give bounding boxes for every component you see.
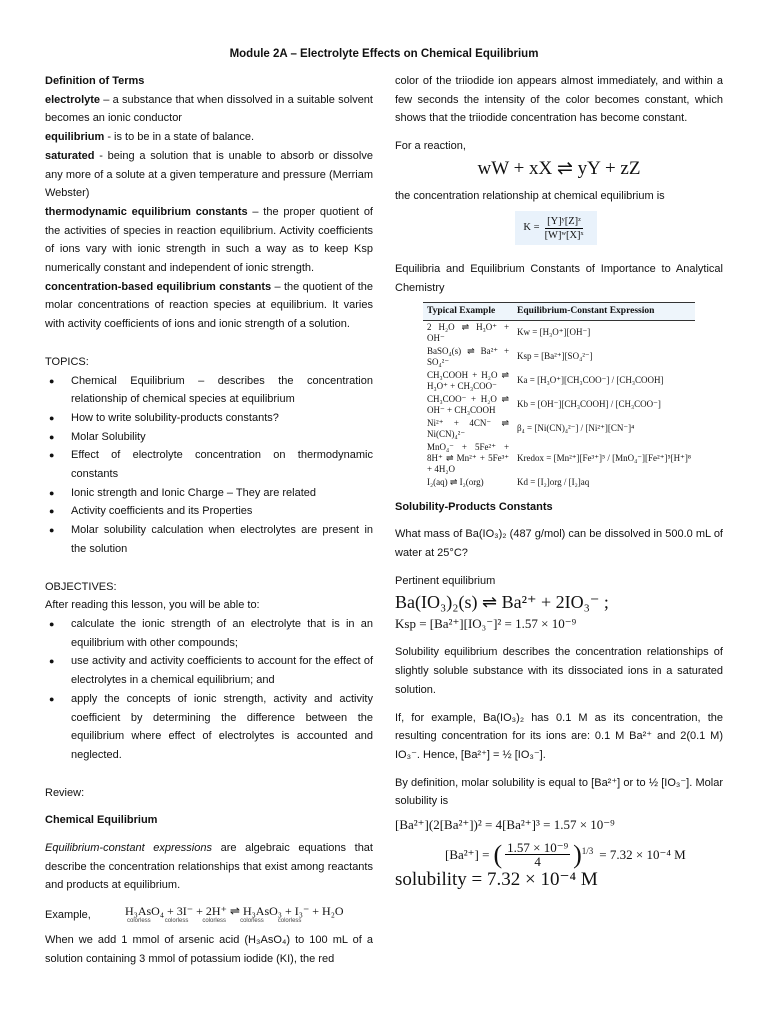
continuation-paragraph: color of the triiodide ion appears almost immediately, and within a few seconds the intensity of the color becomes constant, which shows that the triiodide concentration has become constant. (395, 75, 723, 125)
ksp-heading: Solubility-Products Constants (395, 500, 553, 513)
left-column (45, 72, 373, 969)
table-header: Typical Example (423, 302, 513, 320)
ksp-equation: Ksp = [Ba²⁺][IO₃⁻]² = 1.57 × 10⁻⁹ (395, 616, 577, 632)
example-equation: H₃AsO₄ + 3I⁻ + 2H⁺ ⇌ H₃AsO₃ + I₃⁻ + H₂O colorless colorless colorless colorless colorless (125, 904, 344, 925)
question: What mass of Ba(IO₃)₂ (487 g/mol) can be dissolved in 500.0 mL of water at 25°C? (395, 528, 723, 560)
objectives-list (45, 615, 373, 765)
calc-2: [Ba²⁺] = ( $\frac{\text{1.57 × 10⁻⁹}}{4}$ ) $^{1/3}$ = 7.32 × 10⁻⁴ M (445, 839, 686, 870)
def-saturated: saturated - being a solution that is unable to absorb or dissolve any more of a solute at a given temperature and pressure (Merriam Webster) (45, 149, 373, 200)
def-electrolyte: electrolyte – a substance that when dissolved in a suitable solvent becomes an ionic conductor (45, 93, 373, 125)
general-equation: wW + xX ⇌ yY + zZ (477, 157, 641, 179)
topics-list (45, 372, 373, 559)
definitions-heading: Definition of Terms (45, 75, 145, 87)
example-row (45, 905, 373, 925)
calc-1: [Ba²⁺](2[Ba²⁺])² = 4[Ba²⁺]³ = 1.57 × 10⁻⁹ (395, 817, 615, 833)
def-concentration-based: concentration-based equilibrium constants – the quotient of the molar concentrations of reaction species at equilibrium. It varies with activity coefficients of ions and ionic strength of a solution. (45, 280, 373, 331)
list-item: ● calculate the ionic strength of an electrolyte that is in an equilibrium with other compounds; (45, 615, 373, 652)
table-row: 2 H₂O ⇌ H₃O⁺ + OH⁻ Kw = [H₃O⁺][OH⁻] (427, 321, 591, 343)
eq-expr-paragraph: Equilibrium-constant expressions are algebraic equations that describe the concentration relationships that exist among reactants and products at equilibrium. (45, 842, 373, 892)
arsenic-paragraph: When we add 1 mmol of arsenic acid (H₃AsO₄) to 100 mL of a solution containing 3 mmol of potassium iodide (KI), the red (45, 934, 373, 965)
def-thermodynamic: thermodynamic equilibrium constants – the proper quotient of the activities of species in reaction equilibrium. Activity coefficients of ions vary with ionic strength in such a way as to keep Ksp numerically constant and independent of ionic strength. (45, 205, 373, 275)
k-expression: K = $\frac{\text{[Y]ʸ[Z]ᶻ}}{\text{[W]ʷ[X]ˣ}}$ (515, 211, 597, 245)
equilibria-table (423, 302, 695, 489)
list-item: ● apply the concepts of ionic strength, activity and activity coefficient by determining the difference between the equilibrium where effect of electrolytes is accounted and neglected. (45, 690, 373, 765)
list-item: ● Ionic strength and Ionic Charge – They are related (45, 484, 373, 503)
table-header: Equilibrium-Constant Expression (513, 302, 695, 320)
table-row: I₂(aq) ⇌ I₂(org) Kd = [I₂]org / [I₂]aq (427, 476, 590, 487)
page-title: Module 2A – Electrolyte Effects on Chemical Equilibrium (229, 48, 539, 60)
review-label: Review: (45, 786, 85, 799)
table-heading: Equilibria and Equilibrium Constants of Importance to Analytical Chemistry (395, 263, 723, 294)
table-row: Ni²⁺ + 4CN⁻ ⇌ Ni(CN)₄²⁻ β₄ = [Ni(CN)₄²⁻] / [Ni²⁺][CN⁻]⁴ (427, 417, 635, 439)
example-label: Example, (45, 909, 91, 922)
list-item: ● Chemical Equilibrium – describes the concentration relationship of chemical species at equilibrium (45, 372, 373, 409)
table-row: CH₃COOH + H₂O ⇌ H₃O⁺ + CH₃COO⁻ Ka = [H₃O⁺][CH₃COO⁻] / [CH₃COOH] (427, 369, 664, 391)
def-equilibrium: equilibrium - is to be in a state of balance. (45, 131, 255, 144)
list-item: ● use activity and activity coefficients to account for the effect of electrolytes in a chemical equilibrium; and (45, 652, 373, 689)
list-item: ● Molar solubility calculation when electrolytes are present in the solution (45, 521, 373, 558)
solubility-desc: Solubility equilibrium describes the concentration relationships of slightly soluble substance with its dissociated ions in a saturated solution. (395, 646, 723, 696)
topics-heading: TOPICS: (45, 355, 89, 368)
list-item: ● Activity coefficients and its Properties (45, 502, 373, 521)
definition-text: By definition, molar solubility is equal to [Ba²⁺] or to ½ [IO₃⁻]. Molar solubility is (395, 776, 723, 808)
for-reaction: For a reaction, (395, 140, 466, 153)
list-item: ● Effect of electrolyte concentration on thermodynamic constants (45, 446, 373, 483)
table-row: MnO₄⁻ + 5Fe²⁺ + 8H⁺ ⇌ Mn²⁺ + 5Fe³⁺ + 4H₂O Kredox = [Mn²⁺][Fe³⁺]⁵ / [MnO₄⁻][Fe²⁺]⁵[H⁺]⁸ (427, 441, 691, 474)
table-row: CH₃COO⁻ + H₂O ⇌ OH⁻ + CH₃COOH Kb = [OH⁻][CH₃COOH] / [CH₃COO⁻] (427, 393, 661, 415)
conc-relationship: the concentration relationship at chemical equilibrium is (395, 189, 665, 202)
colorless-labels: colorless colorless colorless colorless colorless (127, 918, 302, 925)
chem-eq-heading: Chemical Equilibrium (45, 814, 158, 827)
solubility-result: solubility = 7.32 × 10⁻⁴ M (395, 869, 598, 891)
ba-equilibrium: Ba(IO₃)₂(s) ⇌ Ba²⁺ + 2IO₃⁻ ; (395, 592, 609, 613)
list-item: ● How to write solubility-products constants? (45, 409, 373, 428)
example-text: If, for example, Ba(IO₃)₂ has 0.1 M as its concentration, the resulting concentration for its ions are: 0.1 M Ba²⁺ and 2(0.1 M) IO₃⁻. Hence, [Ba²⁺] = ½ [IO₃⁻]. (395, 711, 723, 761)
objectives-heading: OBJECTIVES: (45, 580, 117, 593)
objectives-intro: After reading this lesson, you will be able to: (45, 599, 260, 612)
table-row: BaSO₄(s) ⇌ Ba²⁺ + SO₄²⁻ Ksp = [Ba²⁺][SO₄²⁻] (427, 345, 593, 367)
list-item: ● Molar Solubility (45, 428, 373, 447)
right-column (395, 72, 723, 892)
pertinent-label: Pertinent equilibrium (395, 574, 496, 587)
